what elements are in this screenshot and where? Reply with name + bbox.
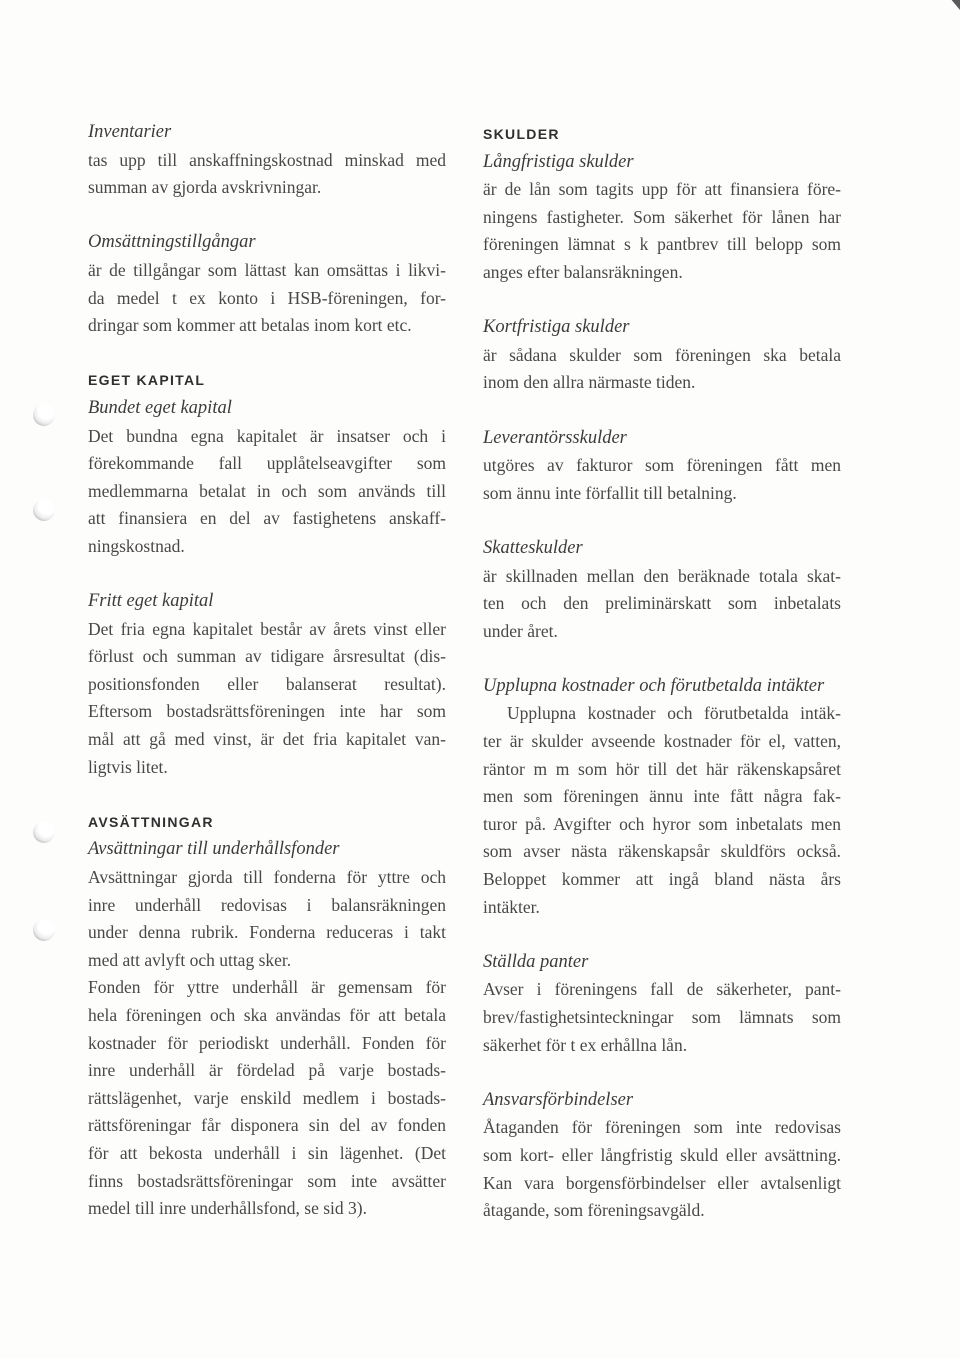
text-line: ningens fastigheter. Som säkerhet för lånen har (483, 206, 841, 227)
text-line: under året. (483, 620, 558, 641)
text-line: som avser nästa räkenskapsår skuldförs också. (483, 841, 841, 862)
subheading-upplupna-kostnader: Upplupna kostnader och förutbetalda intäkter (483, 675, 825, 696)
text-line: Kan vara borgensförbindelser eller avtalsenligt (483, 1172, 841, 1193)
text-line: da medel t ex konto i HSB-föreningen, for- (88, 287, 446, 308)
text-line: Fonden för yttre underhåll är gemensam för (88, 977, 446, 998)
text-line: som kort- eller långfristig skuld eller avsättning. (483, 1144, 841, 1165)
text-line: inom den allra närmaste tiden. (483, 372, 696, 393)
text-line: säkerhet för t ex erhållna lån. (483, 1034, 688, 1055)
text-line: Avser i föreningens fall de säkerheter, pant- (483, 979, 841, 1000)
punch-hole (33, 919, 55, 941)
text-line: Beloppet kommer att ingå bland nästa års (483, 869, 841, 890)
text-line: ningskostnad. (88, 535, 185, 556)
subheading-leverantorsskulder: Leverantörsskulder (483, 427, 627, 448)
section-title-eget-kapital: EGET KAPITAL (88, 372, 206, 389)
text-line: turor på. Avgifter och hyror som inbetalats men (483, 813, 841, 834)
scan-corner-mark (948, 0, 960, 10)
text-line: rättsföreningar får disponera sin del av fonden (88, 1115, 446, 1136)
text-line: är skillnaden mellan den beräknade totala skat- (483, 565, 841, 586)
subheading-inventarier: Inventarier (88, 122, 172, 142)
text-line: hela föreningen och ska användas för att betala (88, 1005, 446, 1025)
text-line: ligtvis litet. (88, 756, 168, 777)
subheading-avsattningar-underhallsfonder: Avsättningar till underhållsfonder (88, 839, 340, 860)
text-line: att finansiera en del av fastighetens anskaff- (88, 508, 446, 529)
text-line: dringar som kommer att betalas inom kort etc. (88, 315, 412, 336)
text-line: Åtaganden för föreningen som inte redovisas (483, 1117, 841, 1138)
text-line: är de tillgångar som lättast kan omsättas i likvi- (88, 259, 446, 280)
section-title-avsattningar: AVSÄTTNINGAR (88, 813, 214, 830)
subheading-langfristiga-skulder: Långfristiga skulder (483, 151, 634, 172)
text-line: finns bostadsrättsföreningar som inte avsätter (88, 1170, 446, 1191)
subheading-omsattningstillgangar: Omsättningstillgångar (88, 232, 256, 253)
text-line: Det fria egna kapitalet består av årets vinst eller (88, 618, 446, 639)
text-line: Det bundna egna kapitalet är insatser och i (88, 425, 446, 446)
text-line: inre underhåll är fördelad på varje bostads- (88, 1060, 446, 1081)
text-line: räntor m m som hör till det här räkenskapsåret (483, 758, 841, 779)
text-line: kostnader för periodiskt underhåll. Fonden för (88, 1032, 446, 1053)
text-line: under denna rubrik. Fonderna reduceras i takt (88, 922, 446, 943)
right-column (483, 121, 841, 1225)
section-title-skulder: SKULDER (483, 126, 560, 142)
punch-hole (33, 404, 55, 426)
text-line: medel till inre underhållsfond, se sid 3). (88, 1198, 367, 1219)
text-line: Avsättningar gjorda till fonderna för yttre och (88, 867, 446, 888)
punch-hole (33, 821, 55, 843)
text-line: förekommande fall upplåtelseavgifter som (88, 453, 446, 474)
text-line: tas upp till anskaffningskostnad minskad med (88, 149, 446, 170)
text-line: föreningen lämnat s k pantbrev till belopp som (483, 234, 841, 255)
text-line: är sådana skulder som föreningen ska betala (483, 344, 841, 365)
subheading-bundet-eget-kapital: Bundet eget kapital (88, 397, 232, 418)
text-line: Upplupna kostnader och förutbetalda intäk- (507, 703, 841, 724)
text-line: förlust och summan av tidigare årsresultat (dis- (88, 646, 446, 667)
text-line: åtagande, som föreningsavgäld. (483, 1200, 705, 1221)
left-column (88, 119, 446, 1223)
subheading-ansvarsforbindelser: Ansvarsförbindelser (483, 1089, 634, 1110)
subheading-fritt-eget-kapital: Fritt eget kapital (88, 591, 214, 612)
text-line: utgöres av fakturor som föreningen fått men (483, 455, 841, 476)
punch-hole (33, 499, 55, 521)
text-line: Eftersom bostadsrättsföreningen inte har som (88, 701, 446, 722)
text-line: medlemmarna betalat in och som används till (88, 480, 446, 501)
text-line: brev/fastighetsinteckningar som lämnats som (483, 1007, 841, 1027)
text-line: men som föreningen ännu inte fått några fak- (483, 786, 841, 807)
subheading-stallda-panter: Ställda panter (483, 951, 589, 972)
text-line: intäkter. (483, 896, 540, 917)
text-line: rättslägenhet, varje enskild medlem i bostads- (88, 1087, 446, 1108)
text-line: mål att gå med vinst, är det fria kapitalet van- (88, 729, 446, 750)
text-line: anges efter balansräkningen. (483, 261, 683, 282)
text-line: med att avlyft och uttag sker. (88, 949, 292, 970)
text-line: positionsfonden eller balanserat resultat). (88, 673, 446, 694)
text-line: summan av gjorda avskrivningar. (88, 177, 322, 198)
text-line: som ännu inte förfallit till betalning. (483, 482, 737, 503)
text-line: ter är skulder avseende kostnader för el, vatten, (483, 731, 841, 752)
text-line: för att bekosta underhåll i sin lägenhet. (Det (88, 1142, 446, 1163)
text-line: är de lån som tagits upp för att finansiera före- (483, 179, 841, 200)
subheading-skatteskulder: Skatteskulder (483, 537, 583, 558)
subheading-kortfristiga-skulder: Kortfristiga skulder (483, 317, 630, 338)
text-line: ten och den preliminärskatt som inbetalats (483, 593, 841, 614)
text-line: inre underhåll redovisas i balansräkningen (88, 894, 446, 915)
